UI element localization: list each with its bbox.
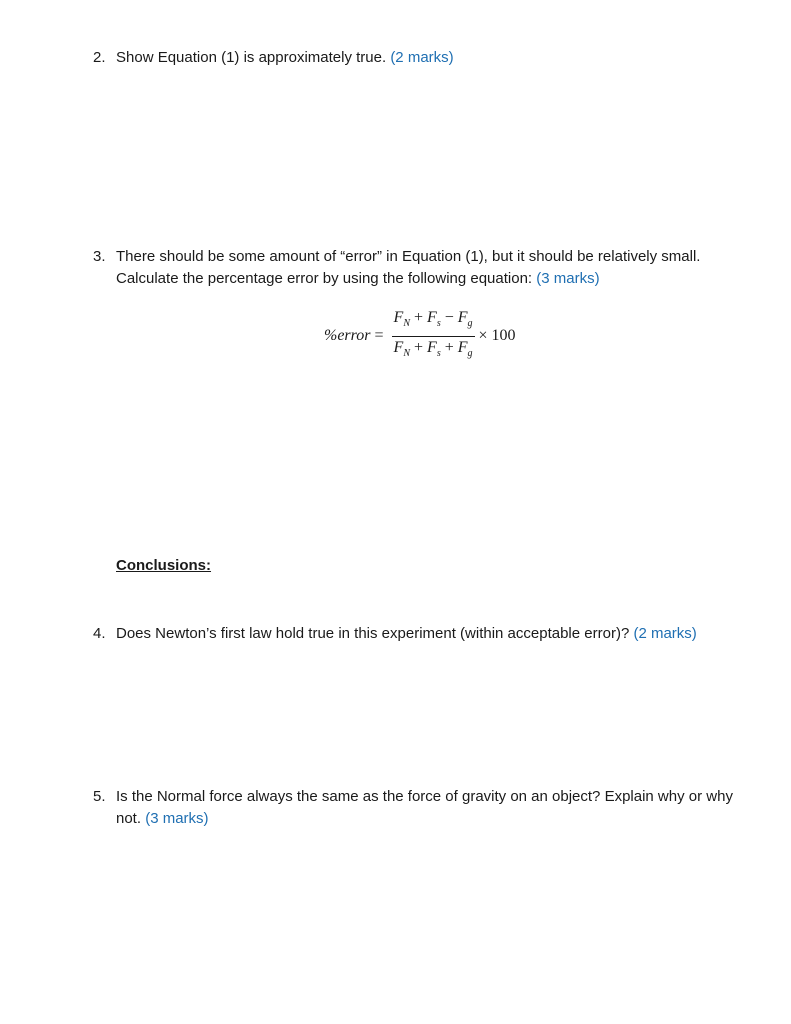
formula-equals: = xyxy=(374,327,384,344)
formula-multiplier: × 100 xyxy=(478,327,516,344)
percent-error-formula xyxy=(324,311,516,361)
question-3 xyxy=(93,246,733,290)
question-number: 5. xyxy=(93,788,106,805)
question-text: Is the Normal force always the same as the force of gravity on an object? Explain why or why not. xyxy=(116,788,733,827)
formula-numerator: $F_N + F_s - F_g$ xyxy=(393,309,473,330)
marks-label: (2 marks) xyxy=(633,625,697,642)
marks-label: (3 marks) xyxy=(145,810,209,827)
question-text: Does Newton’s first law hold true in this experiment (within acceptable error)? xyxy=(116,625,630,642)
question-4 xyxy=(93,623,733,645)
question-text: There should be some amount of “error” in Equation (1), but it should be relatively small. Calculate the percentage error by using the following equation: xyxy=(116,248,701,287)
question-5 xyxy=(93,786,733,830)
question-2 xyxy=(93,47,733,69)
marks-label: (2 marks) xyxy=(390,49,454,66)
question-number: 3. xyxy=(93,248,106,265)
marks-label: (3 marks) xyxy=(536,270,600,287)
question-number: 2. xyxy=(93,49,106,66)
question-number: 4. xyxy=(93,625,106,642)
conclusions-heading: Conclusions: xyxy=(116,557,212,574)
question-text: Show Equation (1) is approximately true. xyxy=(116,49,387,66)
formula-fraction xyxy=(392,309,475,362)
formula-denominator: $F_N + F_s + F_g$ xyxy=(392,336,475,363)
formula-lhs: %error xyxy=(324,327,371,344)
